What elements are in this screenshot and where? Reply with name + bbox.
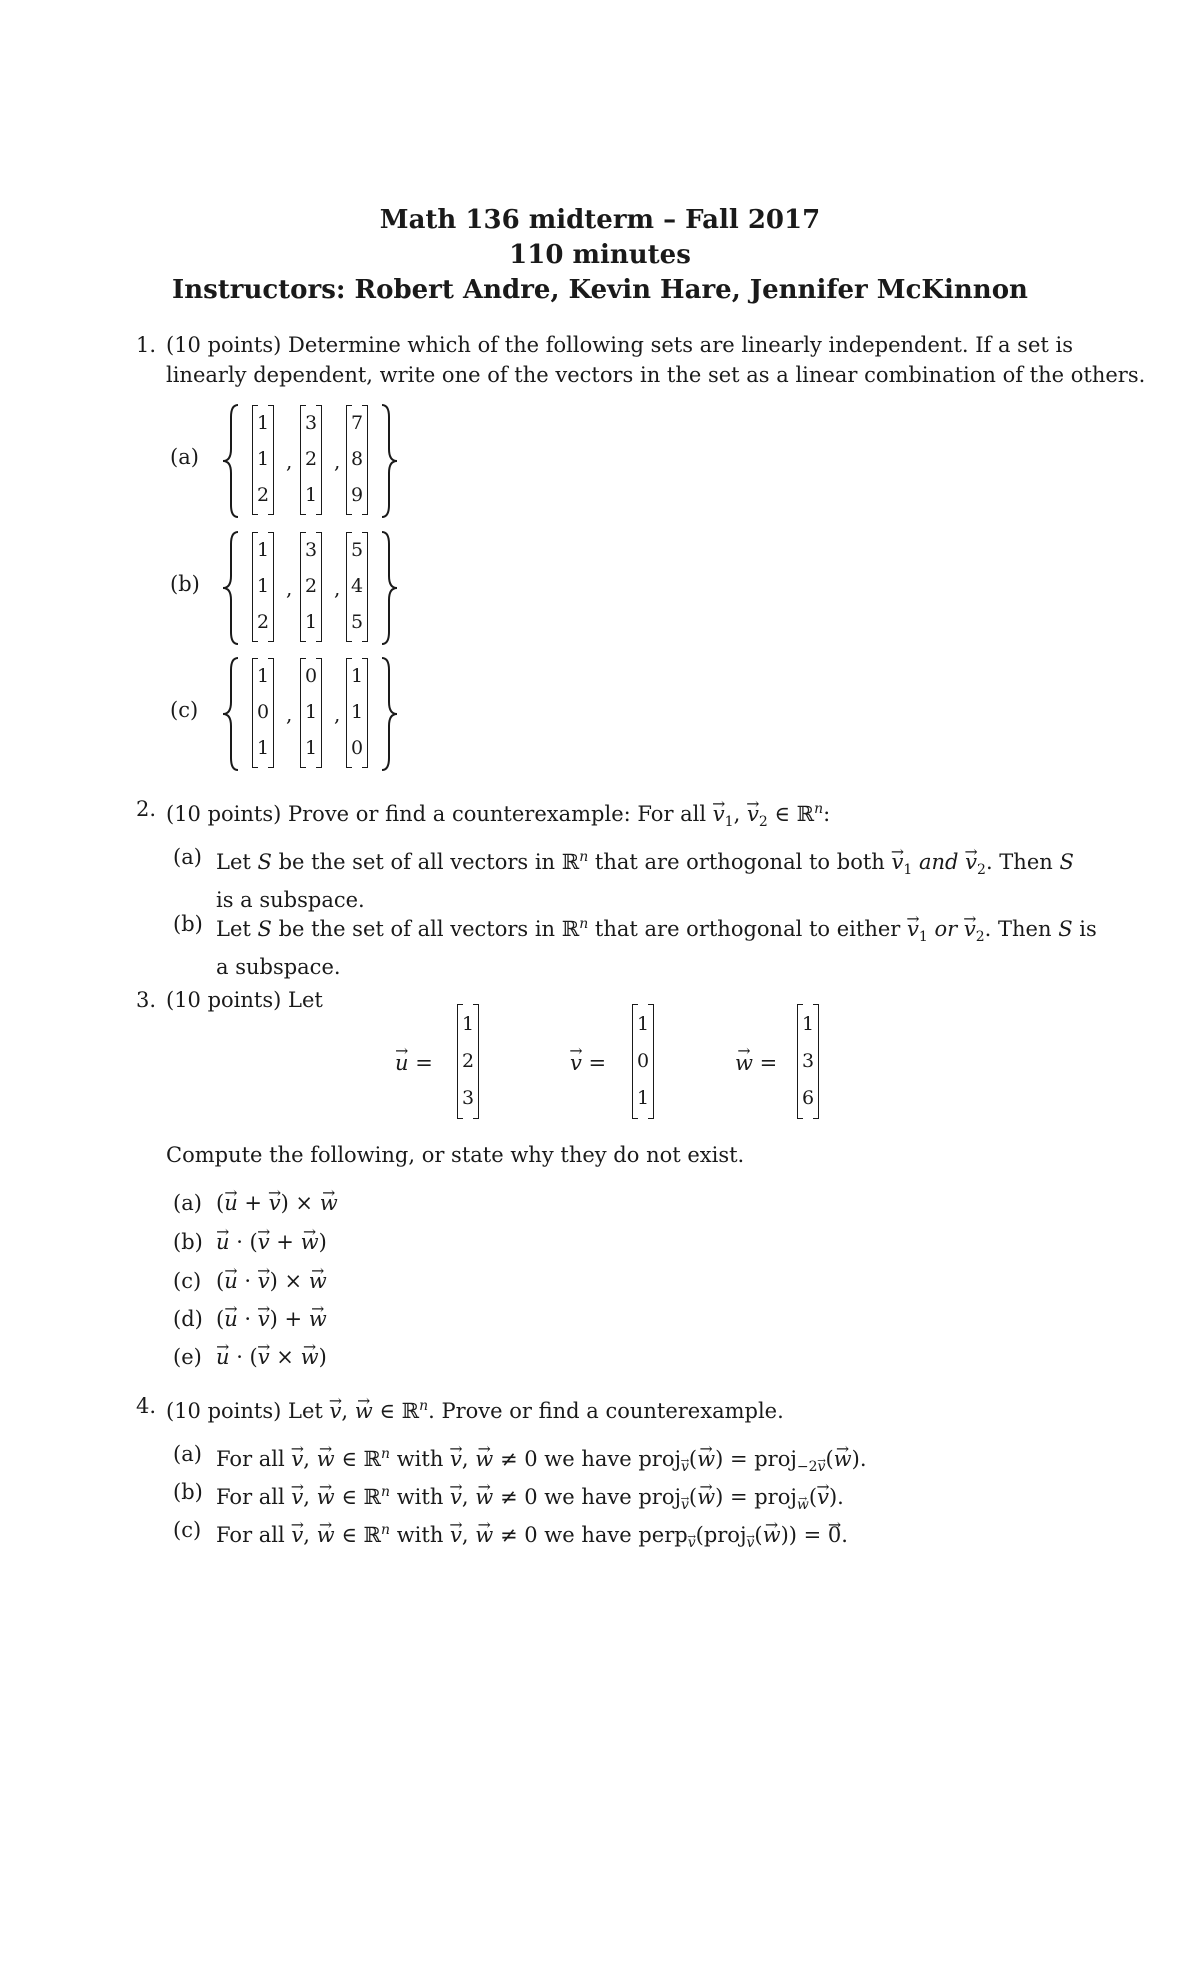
vector-entry: 2 — [304, 575, 318, 597]
vector-definition-v — [570, 1004, 680, 1120]
vector-entry: 1 — [304, 484, 318, 506]
vector-entry: 2 — [256, 611, 270, 633]
column-vector — [300, 658, 322, 766]
question-1-line-1: (10 points) Determine which of the following sets are linearly independent. If a set is — [166, 333, 1073, 357]
vector-entry: 2 — [256, 484, 270, 506]
vector-entry: 1 — [304, 701, 318, 723]
question-4a: (a) For all → v, → w ∈ ℝ$^n$ with → v, → w ≠ 0 we have proj→ $_v$(→ w) = proj$_{-2\to v}$(→ w). — [173, 1439, 1073, 1469]
vector-entry: 1 — [256, 539, 270, 561]
question-3-intro: (10 points) Let — [166, 988, 323, 1012]
part-label: (c) — [170, 698, 199, 722]
vector-entry: 1 — [304, 611, 318, 633]
left-brace — [220, 403, 242, 519]
question-2a-line-2: is a subspace. — [216, 888, 365, 913]
column-vector — [252, 532, 274, 640]
vector-name: → u = — [395, 1051, 433, 1075]
vector-entry: 9 — [350, 484, 364, 506]
part-label: (b) — [173, 912, 203, 936]
column-vector — [346, 405, 368, 513]
vector-entry: 3 — [801, 1050, 815, 1072]
left-brace — [220, 530, 242, 646]
right-brace — [378, 656, 400, 772]
vector-entry: 5 — [350, 611, 364, 633]
comma-separator: , — [334, 449, 341, 473]
column-vector — [252, 405, 274, 513]
vector-name: → v = — [570, 1051, 606, 1075]
question-4-intro: (10 points) Let → v, → w ∈ ℝ$^n$. Prove or find a counterexample. — [166, 1391, 784, 1426]
column-vector — [300, 405, 322, 513]
vector-entry: 7 — [350, 412, 364, 434]
question-4b: (b) For all → v, → w ∈ ℝ$^n$ with → v, → w ≠ 0 we have proj→ $_v$(→ w) = proj→ $_w$(→ v). — [173, 1477, 1073, 1507]
right-brace — [378, 403, 400, 519]
column-vector — [346, 532, 368, 640]
question-number: 1. — [136, 333, 157, 357]
comma-separator: , — [286, 449, 293, 473]
question-3c: (c) (→ u · → v) × → w — [173, 1266, 573, 1296]
vector-entry: 1 — [256, 737, 270, 759]
question-1-set-a — [170, 403, 470, 519]
exam-title: Math 136 midterm – Fall 2017 — [379, 205, 821, 235]
part-label: (a) — [173, 845, 202, 869]
question-4c: (c) For all → v, → w ∈ ℝ$^n$ with → v, → w ≠ 0 we have perp→ $_v$(proj→ $_v$(→ w)) = → 0. — [173, 1515, 1073, 1545]
question-2b-line-2: a subspace. — [216, 955, 341, 980]
vector-entry: 0 — [636, 1050, 650, 1072]
comma-separator: , — [286, 702, 293, 726]
vector-entry: 3 — [461, 1087, 475, 1109]
exam-duration: 110 minutes — [509, 240, 691, 270]
vector-entry: 1 — [350, 701, 364, 723]
vector-entry: 1 — [461, 1013, 475, 1035]
question-2 — [136, 794, 1116, 831]
column-vector — [632, 1004, 654, 1120]
question-1-line-2: linearly dependent, write one of the vectors in the set as a linear combination of the others. — [166, 363, 1146, 387]
question-2b-line-1: Let S be the set of all vectors in ℝ$^n$ that are orthogonal to either → $v_1$ or → $v_2$. Then S is — [216, 909, 1096, 952]
question-3d: (d) (→ u · → v) + → w — [173, 1304, 573, 1334]
vector-entry: 3 — [304, 539, 318, 561]
vector-entry: 2 — [304, 448, 318, 470]
question-3b: (b) → u · (→ v + → w) — [173, 1227, 573, 1257]
question-2b — [173, 909, 1097, 980]
comma-separator: , — [334, 702, 341, 726]
question-2-intro: (10 points) Prove or find a counterexample: For all → $v_1$, → $v_2$ ∈ ℝ$^n$: — [166, 794, 830, 837]
vector-entry: 3 — [304, 412, 318, 434]
vector-entry: 0 — [304, 665, 318, 687]
question-1 — [136, 330, 1146, 390]
exam-instructors: Instructors: Robert Andre, Kevin Hare, Jennifer McKinnon — [172, 275, 1028, 305]
vector-entry: 1 — [636, 1087, 650, 1109]
question-4 — [136, 1391, 1116, 1421]
exam-header — [0, 203, 1200, 308]
vector-entry: 1 — [256, 665, 270, 687]
question-3a: (a) (→ u + → v) × → w — [173, 1188, 573, 1218]
vector-entry: 1 — [256, 412, 270, 434]
part-label: (b) — [170, 572, 200, 596]
vector-entry: 1 — [304, 737, 318, 759]
question-3e: (e) → u · (→ v × → w) — [173, 1342, 573, 1372]
vector-entry: 0 — [256, 701, 270, 723]
vector-name: → w = — [735, 1051, 777, 1075]
part-label: (a) — [170, 445, 199, 469]
vector-entry: 4 — [350, 575, 364, 597]
vector-entry: 0 — [350, 737, 364, 759]
vector-entry: 6 — [801, 1087, 815, 1109]
vector-definition-u — [395, 1004, 505, 1120]
left-brace — [220, 656, 242, 772]
vector-entry: 1 — [350, 665, 364, 687]
question-2a — [173, 842, 1093, 913]
question-3-instruction: Compute the following, or state why they do not exist. — [166, 1143, 745, 1167]
comma-separator: , — [334, 576, 341, 600]
vector-entry: 1 — [801, 1013, 815, 1035]
question-number: 2. — [136, 797, 157, 821]
column-vector — [300, 532, 322, 640]
question-1-set-b — [170, 530, 470, 646]
column-vector — [797, 1004, 819, 1120]
vector-entry: 8 — [350, 448, 364, 470]
right-brace — [378, 530, 400, 646]
question-2a-line-1: Let S be the set of all vectors in ℝ$^n$ that are orthogonal to both → $v_1$ and → $v_2$. Then S — [216, 842, 1096, 885]
column-vector — [252, 658, 274, 766]
column-vector — [457, 1004, 479, 1120]
vector-entry: 1 — [636, 1013, 650, 1035]
vector-entry: 5 — [350, 539, 364, 561]
vector-entry: 2 — [461, 1050, 475, 1072]
vector-entry: 1 — [256, 575, 270, 597]
column-vector — [346, 658, 368, 766]
vector-definition-w — [735, 1004, 845, 1120]
question-1-set-c — [170, 656, 470, 772]
comma-separator: , — [286, 576, 293, 600]
question-number: 4. — [136, 1394, 157, 1418]
question-number: 3. — [136, 988, 157, 1012]
vector-entry: 1 — [256, 448, 270, 470]
